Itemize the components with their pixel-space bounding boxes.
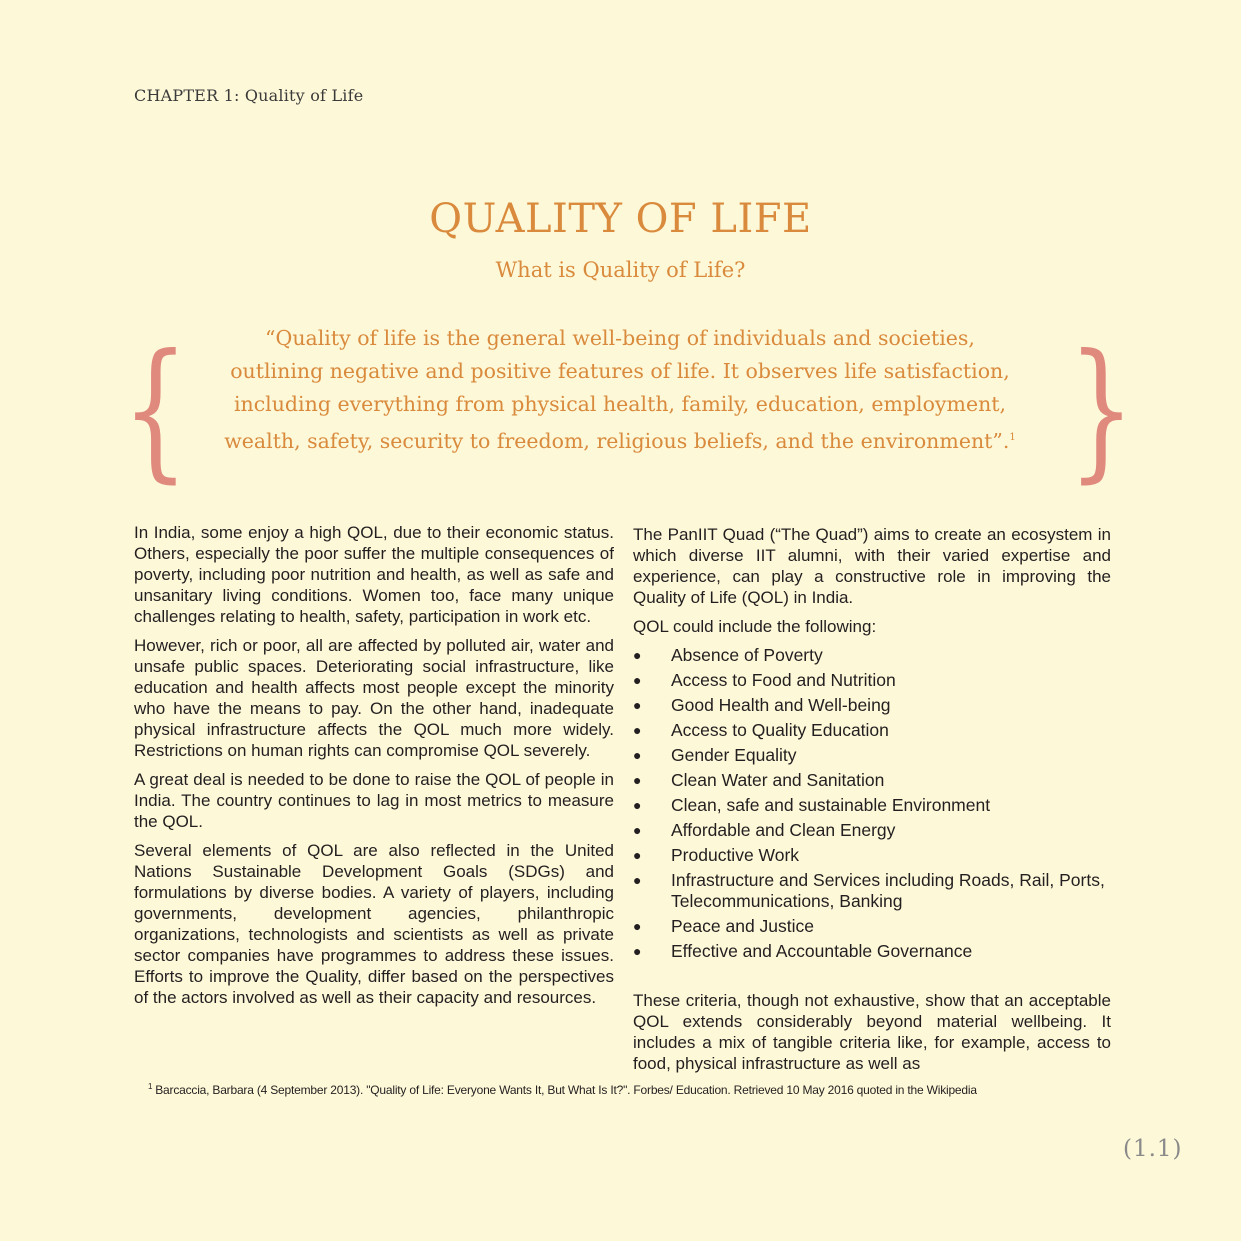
footnote: [148, 1082, 977, 1097]
list-item: [633, 770, 1111, 791]
list-item: [633, 870, 1111, 912]
footnote-text: Barcaccia, Barbara (4 September 2013). "Quality of Life: Everyone Wants It, But What Is It?". Forbes/ Education. Retrieved 10 May 2016 quoted in the Wikipedia: [155, 1083, 977, 1097]
list-item: [633, 941, 1111, 962]
left-brace-decoration: {: [122, 323, 189, 497]
list-item-text: Affordable and Clean Energy: [671, 820, 896, 840]
page-subtitle: What is Quality of Life?: [495, 258, 746, 282]
list-item-text: Absence of Poverty: [671, 645, 823, 665]
bullet-icon: ●: [633, 872, 642, 888]
footnote-mark: 1: [148, 1082, 153, 1091]
list-item-text: Infrastructure and Services including Roads, Rail, Ports, Telecommunications, Banking: [671, 870, 1105, 911]
page-title: QUALITY OF LIFE: [429, 196, 812, 242]
bullet-icon: ●: [633, 918, 642, 934]
bullet-icon: ●: [633, 847, 642, 863]
list-item: [633, 845, 1111, 866]
quote-line: including everything from physical health, family, education, employment,: [233, 392, 1007, 416]
list-intro: QOL could include the following:: [633, 617, 877, 636]
left-column: [134, 522, 614, 1016]
chapter-header: CHAPTER 1: Quality of Life: [134, 86, 364, 105]
list-item-text: Clean Water and Sanitation: [671, 770, 885, 790]
list-item: [633, 670, 1111, 691]
closing-paragraph: These criteria, though not exhaustive, show that an acceptable QOL extends considerably beyond material wellbeing. It includes a mix of tangible criteria like, for example, access to food, physical infrastructure as well as: [633, 991, 1111, 1073]
list-item-text: Peace and Justice: [671, 916, 815, 936]
list-item: [633, 916, 1111, 937]
list-item-text: Effective and Accountable Governance: [671, 941, 973, 961]
bullet-icon: ●: [633, 722, 642, 738]
list-item: [633, 745, 1111, 766]
list-item: [633, 795, 1111, 816]
quote-line: “Quality of life is the general well-being of individuals and societies,: [265, 326, 975, 350]
bullet-icon: ●: [633, 822, 642, 838]
quote-line-text: wealth, safety, security to freedom, religious beliefs, and the environment”.: [224, 428, 1010, 453]
list-item-text: Clean, safe and sustainable Environment: [671, 795, 991, 815]
page-number: (1.1): [1123, 1136, 1183, 1162]
quote-line: outlining negative and positive features of life. It observes life satisfaction,: [230, 359, 1010, 383]
list-item-text: Access to Food and Nutrition: [671, 670, 896, 690]
list-item: [633, 645, 1111, 666]
body-paragraph: A great deal is needed to be done to raise the QOL of people in India. The country continues to lag in most metrics to measure the QOL.: [134, 770, 614, 831]
quad-intro-paragraph: The PanIIT Quad (“The Quad”) aims to create an ecosystem in which diverse IIT alumni, with their varied expertise and experience, can play a constructive role in improving the Quality of Life (QOL) in India.: [633, 525, 1111, 607]
body-paragraph: Several elements of QOL are also reflected in the United Nations Sustainable Development Goals (SDGs) and formulations by diverse bodies. A variety of players, including governments, development agencies, philanthropic organizations, technologists and scientists as well as private sector companies have programmes to address these issues. Efforts to improve the Quality, differ based on the perspectives of the actors involved as well as their capacity and resources.: [134, 841, 614, 1007]
footnote-reference: 1: [1009, 432, 1016, 443]
list-item: [633, 695, 1111, 716]
list-item: [633, 720, 1111, 741]
body-paragraph: However, rich or poor, all are affected by polluted air, water and unsafe public spaces. Deteriorating social infrastructure, like education and health affects most people except the minority who have the means to pay. On the other hand, inadequate physical infrastructure affects the QOL much more widely. Restrictions on human rights can compromise QOL severely.: [134, 636, 614, 760]
bullet-icon: ●: [633, 697, 642, 713]
list-item-text: Productive Work: [671, 845, 800, 865]
qol-criteria-list: [633, 645, 1111, 962]
bullet-icon: ●: [633, 672, 642, 688]
bullet-icon: ●: [633, 772, 642, 788]
bullet-icon: ●: [633, 943, 642, 959]
list-item: [633, 820, 1111, 841]
right-column: [633, 524, 1111, 1082]
list-item-text: Access to Quality Education: [671, 720, 889, 740]
list-item-text: Good Health and Well-being: [671, 695, 891, 715]
bullet-icon: ●: [633, 647, 642, 663]
right-brace-decoration: }: [1068, 323, 1135, 497]
bullet-icon: ●: [633, 747, 642, 763]
bullet-icon: ●: [633, 797, 642, 813]
list-item-text: Gender Equality: [671, 745, 797, 765]
quote-line: [160, 421, 1080, 458]
definition-quote: [160, 322, 1080, 458]
body-paragraph: In India, some enjoy a high QOL, due to their economic status. Others, especially the poor suffer the multiple consequences of poverty, including poor nutrition and health, as well as safe and unsanitary living conditions. Women too, face many unique challenges relating to health, safety, participation in work etc.: [134, 523, 614, 626]
